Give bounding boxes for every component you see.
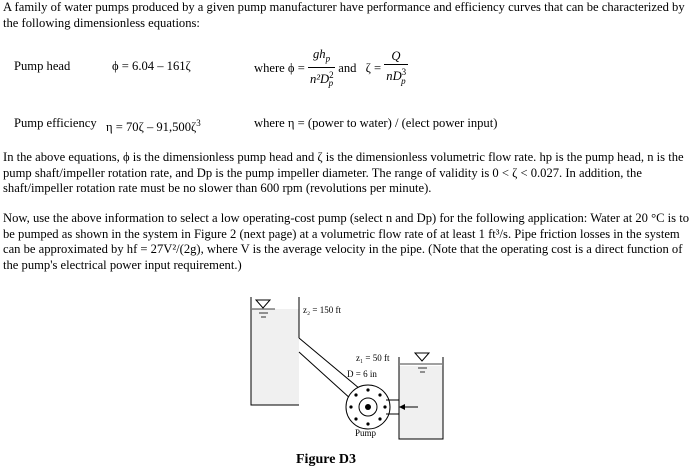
lower-water-level-icon [415,353,429,361]
pump-head-label: Pump head [14,59,71,73]
intro-text: A family of water pumps produced by a given pump manufacturer have performance and efficiency curves that can be characterized by the following dimensionless equations: [3,0,685,30]
pump-eff-where: where η = (power to water) / (elect power input) [254,116,498,130]
upper-water-level-icon [256,300,270,308]
lower-tank-water [399,366,443,439]
z2-label: z₂ = 150 ft [303,305,341,315]
phi-lhs: ϕ = [287,61,305,75]
pump-eff-label: Pump efficiency [14,116,97,130]
zeta-lhs: ζ = [365,61,382,75]
phi-den-sup: 2 [329,69,334,80]
pump-shaft [365,404,371,410]
pump-head-equation: ϕ = 6.04 – 161ζ [112,59,191,73]
where-word: where [254,61,285,75]
phi-numerator: gh [313,47,326,61]
zeta-denominator: nD [386,69,402,84]
phi-den-sub: p [328,78,334,89]
pump-label: Pump [355,428,377,438]
zeta-den-sub: p [401,75,406,86]
phi-num-sub: p [325,53,331,64]
paragraph-2: Now, use the above information to select a low operating-cost pump (select n and Dp) for the following application: Water at 20 °C is to be pumped as shown in the system in Figure 2 (next page) at a volumetric flow rate of at least 1 ft³/s. Pipe friction losses in the system can be approximated by hf = 27V²/(2g), where V is the average velocity in the pipe. (Note that the operating cost is a direct function of the pump's electrical power input requirement.) [3,211,690,272]
pipe-upper-edge [299,338,366,394]
pump-eff-sup: 3 [196,118,201,128]
and-word: and [338,61,357,75]
z1-label: z₁ = 50 ft [356,353,390,363]
upper-reservoir-water [251,309,299,405]
diameter-label: D = 6 in [347,369,377,379]
zeta-numerator: Q [391,49,401,64]
paragraph-1: In the above equations, ϕ is the dimensionless pump head and ζ is the dimensionless volumetric flow rate. hp is the pump head, n is the pump shaft/impeller rotation rate, and Dp is the pump impeller diameter. The range of validity is 0 < ζ < 0.027. In addition, the shaft/impeller rotation rate must be no slower than 600 rpm (revolutions per minute). [3,150,684,195]
figure-caption: Figure D3 [296,452,357,467]
pump-eff-formula: η = 70ζ – 91,500ζ [106,120,197,135]
phi-denominator: n²D [309,71,330,86]
zeta-den-sup: 3 [401,67,407,78]
